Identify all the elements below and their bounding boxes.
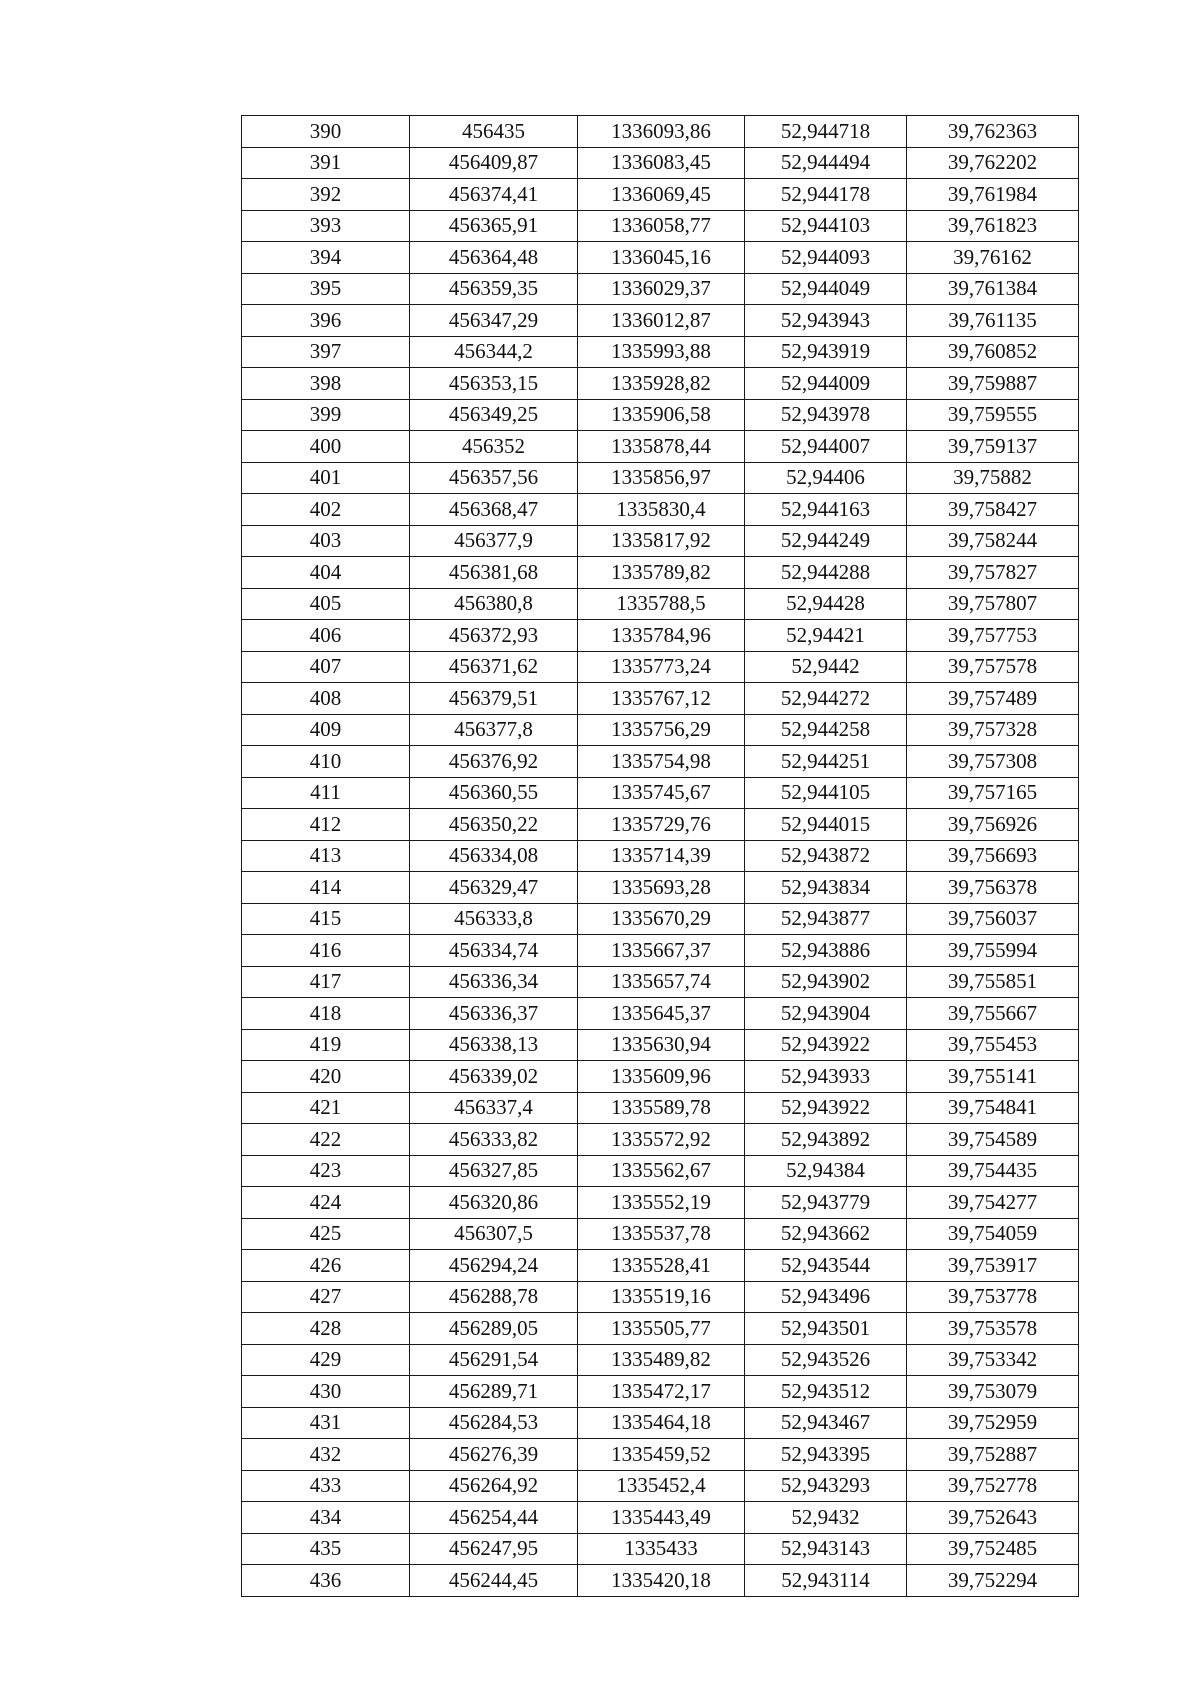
- point-number-cell: 404: [242, 557, 410, 589]
- x-coordinate-cell: 456365,91: [410, 210, 578, 242]
- longitude-cell: 39,757489: [907, 683, 1079, 715]
- table-row: [242, 998, 1079, 1030]
- latitude-cell: 52,944009: [745, 368, 907, 400]
- point-number-cell: 395: [242, 273, 410, 305]
- y-coordinate-cell: 1335505,77: [578, 1313, 745, 1345]
- x-coordinate-cell: 456350,22: [410, 809, 578, 841]
- latitude-cell: 52,943293: [745, 1470, 907, 1502]
- point-number-cell: 415: [242, 903, 410, 935]
- longitude-cell: 39,757165: [907, 777, 1079, 809]
- y-coordinate-cell: 1335817,92: [578, 525, 745, 557]
- y-coordinate-cell: 1335754,98: [578, 746, 745, 778]
- longitude-cell: 39,75882: [907, 462, 1079, 494]
- longitude-cell: 39,76162: [907, 242, 1079, 274]
- table-row: [242, 336, 1079, 368]
- y-coordinate-cell: 1335928,82: [578, 368, 745, 400]
- y-coordinate-cell: 1336093,86: [578, 116, 745, 148]
- table-row: [242, 872, 1079, 904]
- latitude-cell: 52,9432: [745, 1502, 907, 1534]
- x-coordinate-cell: 456372,93: [410, 620, 578, 652]
- longitude-cell: 39,755141: [907, 1061, 1079, 1093]
- point-number-cell: 397: [242, 336, 410, 368]
- longitude-cell: 39,755851: [907, 966, 1079, 998]
- longitude-cell: 39,758244: [907, 525, 1079, 557]
- longitude-cell: 39,755453: [907, 1029, 1079, 1061]
- table-row: [242, 1376, 1079, 1408]
- x-coordinate-cell: 456409,87: [410, 147, 578, 179]
- table-row: [242, 210, 1079, 242]
- table-row: [242, 1061, 1079, 1093]
- latitude-cell: 52,94421: [745, 620, 907, 652]
- longitude-cell: 39,762363: [907, 116, 1079, 148]
- point-number-cell: 435: [242, 1533, 410, 1565]
- table-row: [242, 840, 1079, 872]
- y-coordinate-cell: 1335767,12: [578, 683, 745, 715]
- longitude-cell: 39,761135: [907, 305, 1079, 337]
- x-coordinate-cell: 456336,34: [410, 966, 578, 998]
- longitude-cell: 39,757827: [907, 557, 1079, 589]
- point-number-cell: 391: [242, 147, 410, 179]
- y-coordinate-cell: 1335519,16: [578, 1281, 745, 1313]
- x-coordinate-cell: 456360,55: [410, 777, 578, 809]
- y-coordinate-cell: 1335784,96: [578, 620, 745, 652]
- x-coordinate-cell: 456254,44: [410, 1502, 578, 1534]
- x-coordinate-cell: 456347,29: [410, 305, 578, 337]
- y-coordinate-cell: 1335773,24: [578, 651, 745, 683]
- longitude-cell: 39,762202: [907, 147, 1079, 179]
- x-coordinate-cell: 456380,8: [410, 588, 578, 620]
- y-coordinate-cell: 1335562,67: [578, 1155, 745, 1187]
- latitude-cell: 52,943904: [745, 998, 907, 1030]
- point-number-cell: 421: [242, 1092, 410, 1124]
- x-coordinate-cell: 456377,8: [410, 714, 578, 746]
- latitude-cell: 52,943512: [745, 1376, 907, 1408]
- latitude-cell: 52,94384: [745, 1155, 907, 1187]
- table-row: [242, 525, 1079, 557]
- latitude-cell: 52,944007: [745, 431, 907, 463]
- table-row: [242, 746, 1079, 778]
- latitude-cell: 52,944015: [745, 809, 907, 841]
- point-number-cell: 423: [242, 1155, 410, 1187]
- x-coordinate-cell: 456329,47: [410, 872, 578, 904]
- longitude-cell: 39,753778: [907, 1281, 1079, 1313]
- y-coordinate-cell: 1336045,16: [578, 242, 745, 274]
- table-row: [242, 494, 1079, 526]
- table-row: [242, 714, 1079, 746]
- latitude-cell: 52,943877: [745, 903, 907, 935]
- x-coordinate-cell: 456377,9: [410, 525, 578, 557]
- latitude-cell: 52,943395: [745, 1439, 907, 1471]
- table-row: [242, 242, 1079, 274]
- point-number-cell: 412: [242, 809, 410, 841]
- point-number-cell: 396: [242, 305, 410, 337]
- point-number-cell: 425: [242, 1218, 410, 1250]
- latitude-cell: 52,94406: [745, 462, 907, 494]
- table-row: [242, 399, 1079, 431]
- x-coordinate-cell: 456291,54: [410, 1344, 578, 1376]
- y-coordinate-cell: 1336058,77: [578, 210, 745, 242]
- table-row: [242, 1344, 1079, 1376]
- point-number-cell: 409: [242, 714, 410, 746]
- y-coordinate-cell: 1335906,58: [578, 399, 745, 431]
- x-coordinate-cell: 456289,05: [410, 1313, 578, 1345]
- longitude-cell: 39,754435: [907, 1155, 1079, 1187]
- point-number-cell: 416: [242, 935, 410, 967]
- table-row: [242, 809, 1079, 841]
- table-row: [242, 116, 1079, 148]
- longitude-cell: 39,757328: [907, 714, 1079, 746]
- latitude-cell: 52,943143: [745, 1533, 907, 1565]
- y-coordinate-cell: 1335552,19: [578, 1187, 745, 1219]
- point-number-cell: 427: [242, 1281, 410, 1313]
- point-number-cell: 422: [242, 1124, 410, 1156]
- table-row: [242, 1565, 1079, 1597]
- point-number-cell: 433: [242, 1470, 410, 1502]
- longitude-cell: 39,759137: [907, 431, 1079, 463]
- y-coordinate-cell: 1335572,92: [578, 1124, 745, 1156]
- longitude-cell: 39,752485: [907, 1533, 1079, 1565]
- x-coordinate-cell: 456357,56: [410, 462, 578, 494]
- longitude-cell: 39,753342: [907, 1344, 1079, 1376]
- longitude-cell: 39,757753: [907, 620, 1079, 652]
- point-number-cell: 393: [242, 210, 410, 242]
- point-number-cell: 419: [242, 1029, 410, 1061]
- longitude-cell: 39,755667: [907, 998, 1079, 1030]
- y-coordinate-cell: 1335420,18: [578, 1565, 745, 1597]
- latitude-cell: 52,944494: [745, 147, 907, 179]
- x-coordinate-cell: 456376,92: [410, 746, 578, 778]
- point-number-cell: 400: [242, 431, 410, 463]
- x-coordinate-cell: 456435: [410, 116, 578, 148]
- point-number-cell: 402: [242, 494, 410, 526]
- latitude-cell: 52,9442: [745, 651, 907, 683]
- longitude-cell: 39,757578: [907, 651, 1079, 683]
- point-number-cell: 394: [242, 242, 410, 274]
- table-row: [242, 903, 1079, 935]
- table-row: [242, 1250, 1079, 1282]
- latitude-cell: 52,943892: [745, 1124, 907, 1156]
- x-coordinate-cell: 456344,2: [410, 336, 578, 368]
- latitude-cell: 52,943501: [745, 1313, 907, 1345]
- x-coordinate-cell: 456337,4: [410, 1092, 578, 1124]
- latitude-cell: 52,944178: [745, 179, 907, 211]
- x-coordinate-cell: 456379,51: [410, 683, 578, 715]
- latitude-cell: 52,944249: [745, 525, 907, 557]
- table-row: [242, 588, 1079, 620]
- point-number-cell: 413: [242, 840, 410, 872]
- y-coordinate-cell: 1335443,49: [578, 1502, 745, 1534]
- y-coordinate-cell: 1335693,28: [578, 872, 745, 904]
- longitude-cell: 39,753917: [907, 1250, 1079, 1282]
- table-row: [242, 1533, 1079, 1565]
- x-coordinate-cell: 456352: [410, 431, 578, 463]
- latitude-cell: 52,944258: [745, 714, 907, 746]
- x-coordinate-cell: 456247,95: [410, 1533, 578, 1565]
- table-row: [242, 557, 1079, 589]
- table-row: [242, 1155, 1079, 1187]
- table-row: [242, 1439, 1079, 1471]
- latitude-cell: 52,943933: [745, 1061, 907, 1093]
- y-coordinate-cell: 1336083,45: [578, 147, 745, 179]
- table-row: [242, 683, 1079, 715]
- latitude-cell: 52,944103: [745, 210, 907, 242]
- latitude-cell: 52,943902: [745, 966, 907, 998]
- x-coordinate-cell: 456371,62: [410, 651, 578, 683]
- longitude-cell: 39,754277: [907, 1187, 1079, 1219]
- y-coordinate-cell: 1335993,88: [578, 336, 745, 368]
- x-coordinate-cell: 456333,8: [410, 903, 578, 935]
- x-coordinate-cell: 456374,41: [410, 179, 578, 211]
- table-row: [242, 651, 1079, 683]
- table-row: [242, 1407, 1079, 1439]
- x-coordinate-cell: 456294,24: [410, 1250, 578, 1282]
- table-row: [242, 1124, 1079, 1156]
- table-row: [242, 1281, 1079, 1313]
- longitude-cell: 39,759887: [907, 368, 1079, 400]
- longitude-cell: 39,752778: [907, 1470, 1079, 1502]
- longitude-cell: 39,756926: [907, 809, 1079, 841]
- x-coordinate-cell: 456334,74: [410, 935, 578, 967]
- y-coordinate-cell: 1335830,4: [578, 494, 745, 526]
- point-number-cell: 411: [242, 777, 410, 809]
- table-row: [242, 620, 1079, 652]
- longitude-cell: 39,757807: [907, 588, 1079, 620]
- point-number-cell: 410: [242, 746, 410, 778]
- y-coordinate-cell: 1335472,17: [578, 1376, 745, 1408]
- y-coordinate-cell: 1335433: [578, 1533, 745, 1565]
- latitude-cell: 52,943922: [745, 1092, 907, 1124]
- longitude-cell: 39,761384: [907, 273, 1079, 305]
- x-coordinate-cell: 456338,13: [410, 1029, 578, 1061]
- y-coordinate-cell: 1335464,18: [578, 1407, 745, 1439]
- latitude-cell: 52,943544: [745, 1250, 907, 1282]
- latitude-cell: 52,943496: [745, 1281, 907, 1313]
- x-coordinate-cell: 456276,39: [410, 1439, 578, 1471]
- table-row: [242, 431, 1079, 463]
- table-row: [242, 966, 1079, 998]
- x-coordinate-cell: 456289,71: [410, 1376, 578, 1408]
- x-coordinate-cell: 456264,92: [410, 1470, 578, 1502]
- latitude-cell: 52,944049: [745, 273, 907, 305]
- y-coordinate-cell: 1335589,78: [578, 1092, 745, 1124]
- point-number-cell: 401: [242, 462, 410, 494]
- coordinates-table-body: [242, 116, 1079, 1597]
- latitude-cell: 52,94428: [745, 588, 907, 620]
- table-row: [242, 368, 1079, 400]
- longitude-cell: 39,756693: [907, 840, 1079, 872]
- y-coordinate-cell: 1335714,39: [578, 840, 745, 872]
- y-coordinate-cell: 1335789,82: [578, 557, 745, 589]
- y-coordinate-cell: 1335856,97: [578, 462, 745, 494]
- y-coordinate-cell: 1335489,82: [578, 1344, 745, 1376]
- x-coordinate-cell: 456288,78: [410, 1281, 578, 1313]
- x-coordinate-cell: 456336,37: [410, 998, 578, 1030]
- table-row: [242, 777, 1079, 809]
- point-number-cell: 420: [242, 1061, 410, 1093]
- x-coordinate-cell: 456339,02: [410, 1061, 578, 1093]
- longitude-cell: 39,756378: [907, 872, 1079, 904]
- x-coordinate-cell: 456381,68: [410, 557, 578, 589]
- point-number-cell: 426: [242, 1250, 410, 1282]
- point-number-cell: 434: [242, 1502, 410, 1534]
- table-row: [242, 1502, 1079, 1534]
- latitude-cell: 52,943467: [745, 1407, 907, 1439]
- point-number-cell: 431: [242, 1407, 410, 1439]
- point-number-cell: 403: [242, 525, 410, 557]
- point-number-cell: 407: [242, 651, 410, 683]
- latitude-cell: 52,944105: [745, 777, 907, 809]
- y-coordinate-cell: 1335528,41: [578, 1250, 745, 1282]
- latitude-cell: 52,943943: [745, 305, 907, 337]
- latitude-cell: 52,943834: [745, 872, 907, 904]
- point-number-cell: 399: [242, 399, 410, 431]
- point-number-cell: 418: [242, 998, 410, 1030]
- table-row: [242, 1092, 1079, 1124]
- table-row: [242, 273, 1079, 305]
- y-coordinate-cell: 1335537,78: [578, 1218, 745, 1250]
- x-coordinate-cell: 456368,47: [410, 494, 578, 526]
- point-number-cell: 406: [242, 620, 410, 652]
- point-number-cell: 428: [242, 1313, 410, 1345]
- longitude-cell: 39,760852: [907, 336, 1079, 368]
- point-number-cell: 392: [242, 179, 410, 211]
- table-row: [242, 935, 1079, 967]
- x-coordinate-cell: 456244,45: [410, 1565, 578, 1597]
- point-number-cell: 390: [242, 116, 410, 148]
- latitude-cell: 52,944272: [745, 683, 907, 715]
- longitude-cell: 39,754841: [907, 1092, 1079, 1124]
- table-row: [242, 147, 1079, 179]
- longitude-cell: 39,755994: [907, 935, 1079, 967]
- y-coordinate-cell: 1336069,45: [578, 179, 745, 211]
- longitude-cell: 39,756037: [907, 903, 1079, 935]
- longitude-cell: 39,758427: [907, 494, 1079, 526]
- y-coordinate-cell: 1335645,37: [578, 998, 745, 1030]
- y-coordinate-cell: 1335878,44: [578, 431, 745, 463]
- latitude-cell: 52,943872: [745, 840, 907, 872]
- y-coordinate-cell: 1335459,52: [578, 1439, 745, 1471]
- x-coordinate-cell: 456320,86: [410, 1187, 578, 1219]
- table-row: [242, 1218, 1079, 1250]
- longitude-cell: 39,752887: [907, 1439, 1079, 1471]
- x-coordinate-cell: 456334,08: [410, 840, 578, 872]
- latitude-cell: 52,943114: [745, 1565, 907, 1597]
- latitude-cell: 52,944288: [745, 557, 907, 589]
- latitude-cell: 52,944251: [745, 746, 907, 778]
- x-coordinate-cell: 456333,82: [410, 1124, 578, 1156]
- longitude-cell: 39,752294: [907, 1565, 1079, 1597]
- point-number-cell: 414: [242, 872, 410, 904]
- latitude-cell: 52,944718: [745, 116, 907, 148]
- point-number-cell: 429: [242, 1344, 410, 1376]
- table-row: [242, 1187, 1079, 1219]
- point-number-cell: 424: [242, 1187, 410, 1219]
- point-number-cell: 408: [242, 683, 410, 715]
- longitude-cell: 39,752959: [907, 1407, 1079, 1439]
- y-coordinate-cell: 1335667,37: [578, 935, 745, 967]
- table-row: [242, 179, 1079, 211]
- y-coordinate-cell: 1335756,29: [578, 714, 745, 746]
- table-row: [242, 1313, 1079, 1345]
- x-coordinate-cell: 456353,15: [410, 368, 578, 400]
- y-coordinate-cell: 1335788,5: [578, 588, 745, 620]
- y-coordinate-cell: 1336029,37: [578, 273, 745, 305]
- latitude-cell: 52,943886: [745, 935, 907, 967]
- x-coordinate-cell: 456307,5: [410, 1218, 578, 1250]
- point-number-cell: 417: [242, 966, 410, 998]
- longitude-cell: 39,753578: [907, 1313, 1079, 1345]
- y-coordinate-cell: 1335657,74: [578, 966, 745, 998]
- y-coordinate-cell: 1336012,87: [578, 305, 745, 337]
- table-row: [242, 1029, 1079, 1061]
- point-number-cell: 436: [242, 1565, 410, 1597]
- longitude-cell: 39,757308: [907, 746, 1079, 778]
- point-number-cell: 430: [242, 1376, 410, 1408]
- longitude-cell: 39,759555: [907, 399, 1079, 431]
- point-number-cell: 398: [242, 368, 410, 400]
- table-row: [242, 1470, 1079, 1502]
- y-coordinate-cell: 1335609,96: [578, 1061, 745, 1093]
- point-number-cell: 432: [242, 1439, 410, 1471]
- y-coordinate-cell: 1335729,76: [578, 809, 745, 841]
- latitude-cell: 52,944163: [745, 494, 907, 526]
- latitude-cell: 52,944093: [745, 242, 907, 274]
- table-row: [242, 305, 1079, 337]
- x-coordinate-cell: 456364,48: [410, 242, 578, 274]
- latitude-cell: 52,943526: [745, 1344, 907, 1376]
- y-coordinate-cell: 1335670,29: [578, 903, 745, 935]
- x-coordinate-cell: 456349,25: [410, 399, 578, 431]
- latitude-cell: 52,943922: [745, 1029, 907, 1061]
- latitude-cell: 52,943919: [745, 336, 907, 368]
- longitude-cell: 39,754059: [907, 1218, 1079, 1250]
- table-row: [242, 462, 1079, 494]
- longitude-cell: 39,754589: [907, 1124, 1079, 1156]
- longitude-cell: 39,753079: [907, 1376, 1079, 1408]
- latitude-cell: 52,943978: [745, 399, 907, 431]
- x-coordinate-cell: 456284,53: [410, 1407, 578, 1439]
- point-number-cell: 405: [242, 588, 410, 620]
- latitude-cell: 52,943779: [745, 1187, 907, 1219]
- latitude-cell: 52,943662: [745, 1218, 907, 1250]
- x-coordinate-cell: 456327,85: [410, 1155, 578, 1187]
- longitude-cell: 39,752643: [907, 1502, 1079, 1534]
- y-coordinate-cell: 1335630,94: [578, 1029, 745, 1061]
- longitude-cell: 39,761823: [907, 210, 1079, 242]
- coordinates-table: [241, 115, 1079, 1597]
- y-coordinate-cell: 1335452,4: [578, 1470, 745, 1502]
- y-coordinate-cell: 1335745,67: [578, 777, 745, 809]
- longitude-cell: 39,761984: [907, 179, 1079, 211]
- x-coordinate-cell: 456359,35: [410, 273, 578, 305]
